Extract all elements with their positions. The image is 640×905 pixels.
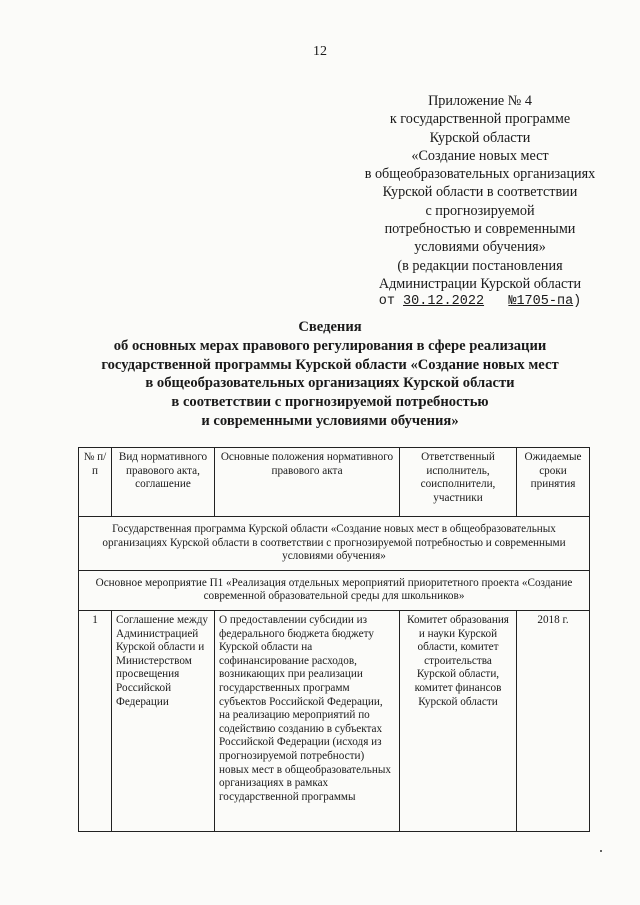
decree-line <box>350 293 610 311</box>
cell-provisions: О предоставлении субсидии из федерального бюджета бюджету Курской области на софинансирование расходов, возникающих при реализации государственных программ субъектов Российской Федерации, на реализацию мероприятий по содействию созданию в субъектах Российской Федерации (исходя из прогнозируемой потребности) новых мест в общеобразовательных организациях в рамках государственной программы <box>215 610 400 831</box>
header-num: № п/п <box>79 448 112 517</box>
title-line: Сведения <box>298 319 362 335</box>
appendix-line: потребностью и современными <box>384 221 576 238</box>
header-act-type: Вид нормативного правового акта, соглашение <box>112 448 215 517</box>
title-line: и современными условиями обучения» <box>201 412 459 429</box>
decree-number: №1705-па <box>508 294 574 310</box>
scan-dot <box>600 850 602 852</box>
measures-table <box>78 447 590 832</box>
appendix-block <box>350 92 610 312</box>
decree-date: 30.12.2022 <box>403 294 485 310</box>
cell-deadline: 2018 г. <box>517 610 590 831</box>
decree-suffix: ) <box>573 294 582 310</box>
appendix-line: в общеобразовательных организациях <box>364 166 596 183</box>
table-row <box>79 610 590 831</box>
program-row <box>79 517 590 571</box>
appendix-line: Приложение № 4 <box>428 93 532 109</box>
title-line: в общеобразовательных организациях Курской области <box>145 375 515 392</box>
appendix-line: «Создание новых мест <box>411 147 549 164</box>
title-line: об основных мерах правового регулирования в сфере реализации <box>113 337 547 354</box>
decree-prefix: от <box>378 294 404 310</box>
appendix-line: (в редакции постановления <box>397 257 563 274</box>
appendix-line: условиями обучения» <box>414 239 546 256</box>
appendix-line: к государственной программе <box>389 111 571 128</box>
appendix-line: Курской области <box>429 129 531 146</box>
title-line: в соответствии с прогнозируемой потребностью <box>171 394 489 411</box>
header-executor: Ответственный исполнитель, соисполнители, участники <box>400 448 517 517</box>
program-cell: Государственная программа Курской области «Создание новых мест в общеобразовательных организациях Курской области в соответствии с прогнозируемой потребностью и современными условиями обучения» <box>79 517 590 571</box>
appendix-line: с прогнозируемой <box>425 202 535 219</box>
measure-row <box>79 570 590 610</box>
measure-cell: Основное мероприятие П1 «Реализация отдельных мероприятий приоритетного проекта «Создание современной образовательной среды для школьников» <box>79 570 590 610</box>
header-deadline: Ожидаемые сроки принятия <box>517 448 590 517</box>
cell-act-type: Соглашение между Администрацией Курской области и Министерством просвещения Российской Федерации <box>112 610 215 831</box>
header-provisions: Основные положения нормативного правового акта <box>215 448 400 517</box>
appendix-line: Администрации Курской области <box>378 275 582 292</box>
appendix-line: Курской области в соответствии <box>382 184 578 201</box>
table-header-row <box>79 448 590 517</box>
page-number: 12 <box>313 44 327 59</box>
title-line: государственной программы Курской области «Создание новых мест <box>101 356 559 373</box>
cell-num: 1 <box>79 610 112 831</box>
document-title <box>60 318 600 431</box>
cell-executor: Комитет образования и науки Курской области, комитет строительства Курской области, комитет финансов Курской области <box>400 610 517 831</box>
